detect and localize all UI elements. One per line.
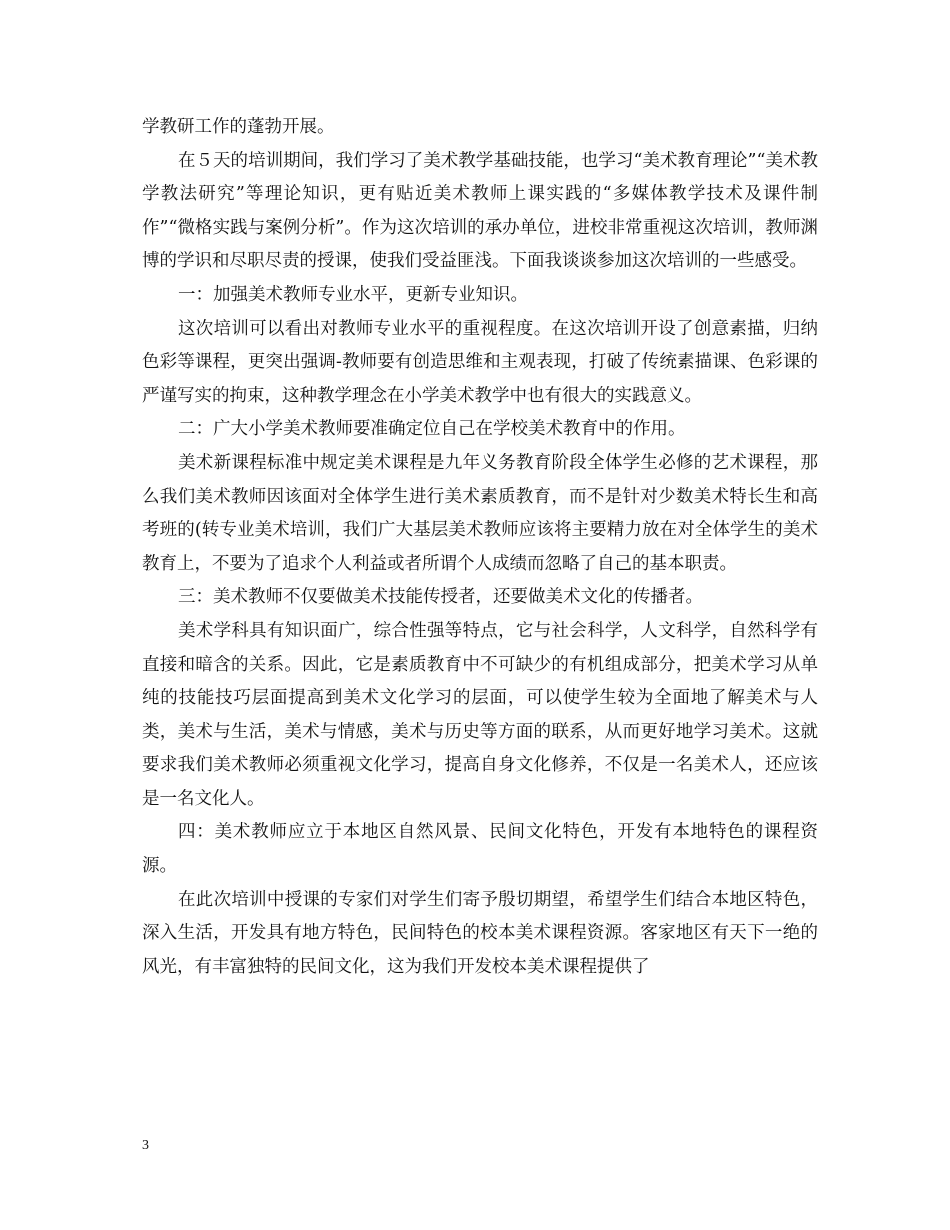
document-body: [142, 111, 818, 984]
paragraph-curriculum-standard: 美术新课程标准中规定美术课程是九年义务教育阶段全体学生必修的艺术课程，那么我们美术教师因该面对全体学生进行美术素质教育，而不是针对少数美术特长生和高考班的(转专业美术培训，我们广大基层美术教师应该将主要精力放在对全体学生的美术教育上，不要为了追求个人利益或者所谓个人成绩而忽略了自己的基本职责。: [142, 452, 818, 574]
paragraph-local-resources: 在此次培训中授课的专家们对学生们寄予殷切期望，希望学生们结合本地区特色，深入生活，开发具有地方特色，民间特色的校本美术课程资源。客家地区有天下一绝的风光，有丰富独特的民间文化，这为我们开发校本美术课程提供了: [142, 889, 818, 977]
paragraph-training-intro: 在５天的培训期间，我们学习了美术教学基础技能，也学习“美术教育理论”“美术教学教法研究”等理论知识，更有贴近美术教师上课实践的“多媒体教学技术及课件制作”“微格实践与案例分析”。作为这次培训的承办单位，进校非常重视这次培训，教师渊博的学识和尽职尽责的授课，使我们受益匪浅。下面我谈谈参加这次培训的一些感受。: [142, 150, 818, 272]
section-heading-one: 一：加强美术教师专业水平，更新专业知识。: [178, 284, 528, 305]
section-heading-two: 二：广大小学美术教师要准确定位自己在学校美术教育中的作用。: [178, 419, 686, 440]
page-number: 3: [142, 1138, 149, 1153]
section-heading-three: 三：美术教师不仅要做美术技能传授者，还要做美术文化的传播者。: [178, 587, 703, 608]
section-heading-four: 四：美术教师应立于本地区自然风景、民间文化特色，开发有本地特色的课程资源。: [142, 822, 818, 877]
paragraph-continuation: 学教研工作的蓬勃开展。: [142, 117, 335, 137]
paragraph-art-culture: 美术学科具有知识面广，综合性强等特点，它与社会科学，人文科学，自然科学有直接和暗含的关系。因此，它是素质教育中不可缺少的有机组成部分，把美术学习从单纯的技能技巧层面提高到美术文化学习的层面，可以使学生较为全面地了解美术与人类，美术与生活，美术与情感，美术与历史等方面的联系，从而更好地学习美术。这就要求我们美术教师必须重视文化学习，提高自身文化修养，不仅是一名美术人，还应该是一名文化人。: [142, 620, 818, 809]
paragraph-professional-level: 这次培训可以看出对教师专业水平的重视程度。在这次培训开设了创意素描，归纳色彩等课程，更突出强调-教师要有创造思维和主观表现，打破了传统素描课、色彩课的严谨写实的拘束，这种教学理念在小学美术教学中也有很大的实践意义。: [142, 318, 818, 406]
